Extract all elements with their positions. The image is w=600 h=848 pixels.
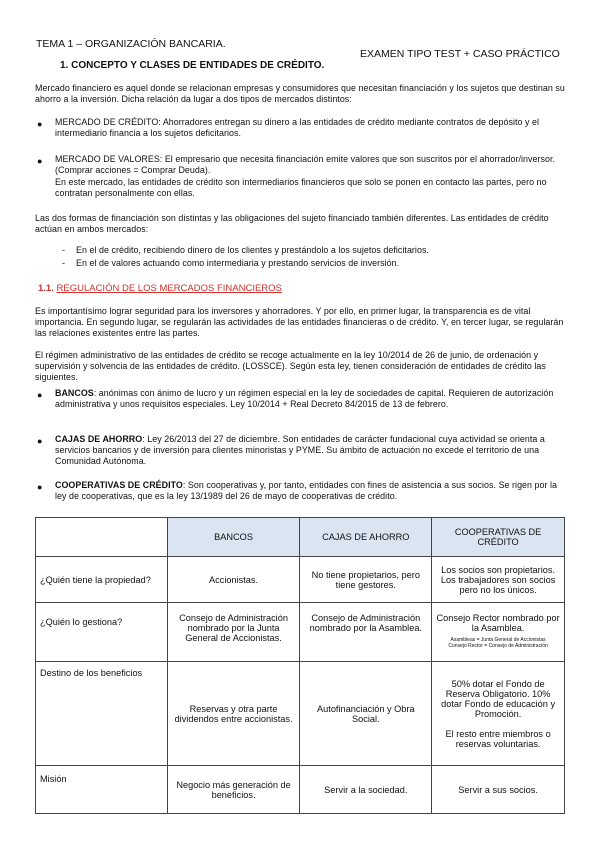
table-cell: Consejo de Administración nombrado por la Asamblea. — [300, 603, 432, 662]
table-cell: Negocio más generación de beneficios. — [167, 766, 300, 814]
bullet-icon: ● — [37, 119, 43, 129]
table-cell — [432, 603, 565, 662]
dash-item-valores: En el de valores actuando como intermediaria y prestando servicios de inversión. — [76, 258, 400, 268]
tema-heading: TEMA 1 – ORGANIZACIÓN BANCARIA. — [36, 38, 226, 50]
bancos-label: BANCOS — [55, 388, 94, 398]
comparison-table — [35, 517, 565, 814]
table-header-cell: COOPERATIVAS DE CRÉDITO — [432, 518, 565, 557]
table-cell: Accionistas. — [167, 557, 300, 603]
table-cell: Autofinanciación y Obra Social. — [300, 662, 432, 766]
table-cell: Los socios son propietarios. Los trabajadores son socios pero no los únicos. — [432, 557, 565, 603]
table-row — [36, 557, 565, 603]
bancos-text: : anónimas con ánimo de lucro y un régimen especial en la ley de sociedades de capital. Requieren de autorización administrativa y unos requisitos especiales. Ley 10/2014 + Real Decreto 84/2015 de 13 de febrero. — [55, 388, 554, 409]
dash-icon: - — [62, 245, 65, 255]
subsection-title: REGULACIÓN DE LOS MERCADOS FINANCIEROS — [56, 283, 282, 294]
table-cell — [432, 662, 565, 766]
table-header-cell: CAJAS DE AHORRO — [300, 518, 432, 557]
coop-beneficios-extra: El resto entre miembros o reservas voluntarias. — [445, 728, 551, 749]
bancos-description — [55, 388, 565, 410]
dash-item-credito: En el de crédito, recibiendo dinero de los clientes y prestándolo a los sujetos deficitarios. — [76, 245, 429, 255]
bullet-icon: ● — [37, 156, 43, 166]
bullet-mercado-valores: MERCADO DE VALORES: El empresario que necesita financiación emite valores que son suscritos por el ahorrador/inversor. (Comprar acciones = Comprar Deuda). — [55, 154, 555, 175]
bullet-icon: ● — [37, 482, 43, 492]
table-row — [36, 766, 565, 814]
table-row-label: Misión — [36, 766, 168, 814]
table-row-label: ¿Quién lo gestiona? — [36, 603, 168, 662]
tiny-note: Consejo Rector = Consejo de Administración — [448, 643, 548, 649]
subsection-heading — [38, 283, 282, 294]
table-header-row — [36, 518, 565, 557]
table-row-label: Destino de los beneficios — [36, 662, 168, 766]
coop-gestion-text: Consejo Rector nombrado por la Asamblea. — [436, 613, 560, 633]
cajas-label: CAJAS DE AHORRO — [55, 434, 143, 444]
subsection-number: 1.1. — [38, 283, 54, 294]
cajas-text: : Ley 26/2013 del 27 de diciembre. Son entidades de carácter fundacional cuya actividad se orienta a servicios bancarios y de inversión para clientes minoristas y PYME. Su ámbito de actuación no excede el territorio de una Comunidad Autónoma. — [55, 434, 545, 466]
section-title: 1. CONCEPTO Y CLASES DE ENTIDADES DE CRÉDITO. — [60, 60, 325, 71]
seguridad-paragraph: Es importantísimo lograr seguridad para los inversores y ahorradores. Y por ello, en primer lugar, la transparencia es de vital importancia. En segundo lugar, se regularán las actividades de las entidades financieras o de crédito. Y, en tercer lugar, se regularán las relaciones existentes entre las partes. — [35, 306, 564, 338]
table-row-label: ¿Quién tiene la propiedad? — [36, 557, 168, 603]
table-cell: Servir a sus socios. — [432, 766, 565, 814]
table-header-blank — [36, 518, 168, 557]
bullet-mercado-credito: MERCADO DE CRÉDITO: Ahorradores entregan su dinero a las entidades de crédito mediante contratos de depósito y el intermediario financia a los sujetos deficitarios. — [55, 117, 539, 138]
table-header-cell: BANCOS — [167, 518, 300, 557]
intro-paragraph: Mercado financiero es aquel donde se relacionan empresas y consumidores que necesitan financiación y los sujetos que destinan su ahorro a la inversión. Dicha relación da lugar a dos tipos de mercados distintos: — [35, 83, 565, 104]
coop-text: : Son cooperativas y, por tanto, entidades con fines de asistencia a sus socios. Se rigen por la ley de cooperativas, que es la ley 13/1989 del 26 de mayo de cooperativas de crédito. — [55, 480, 558, 501]
bullet-icon: ● — [37, 390, 43, 400]
dash-icon: - — [62, 258, 65, 268]
table-cell: No tiene propietarios, pero tiene gestores. — [300, 557, 432, 603]
coop-description — [55, 480, 565, 502]
table-cell: Reservas y otra parte dividendos entre accionistas. — [167, 662, 300, 766]
mercado-valores-detail: En este mercado, las entidades de crédito son intermediarios financieros que solo se ponen en contacto las partes, pero no contratan personalmente con ellas. — [55, 177, 547, 198]
table-cell: Consejo de Administración nombrado por la Junta General de Accionistas. — [167, 603, 300, 662]
table-row — [36, 603, 565, 662]
table-row — [36, 662, 565, 766]
bullet-icon: ● — [37, 436, 43, 446]
regimen-paragraph: El régimen administrativo de las entidades de crédito se recoge actualmente en la ley 10/2014 de 26 de junio, de ordenación y supervisión y solvencia de las entidades de crédito. (LOSSCE). Según esta ley, tienen consideración de entidades de crédito las siguientes. — [35, 350, 546, 382]
cajas-description — [55, 434, 565, 467]
exam-type-label: EXAMEN TIPO TEST + CASO PRÁCTICO — [360, 48, 560, 60]
coop-beneficios-text: 50% dotar el Fondo de Reserva Obligatorio. 10% dotar Fondo de educación y Promoción. — [441, 678, 556, 719]
coop-label: COOPERATIVAS DE CRÉDITO — [55, 480, 183, 490]
tiny-note: Asambleas = Junta General de Accionistas — [450, 637, 546, 643]
formas-financiacion-paragraph: Las dos formas de financiación son distintas y las obligaciones del sujeto financiado también diferentes. Las entidades de crédito actúan en ambos mercados: — [35, 213, 549, 234]
table-cell: Servir a la sociedad. — [300, 766, 432, 814]
